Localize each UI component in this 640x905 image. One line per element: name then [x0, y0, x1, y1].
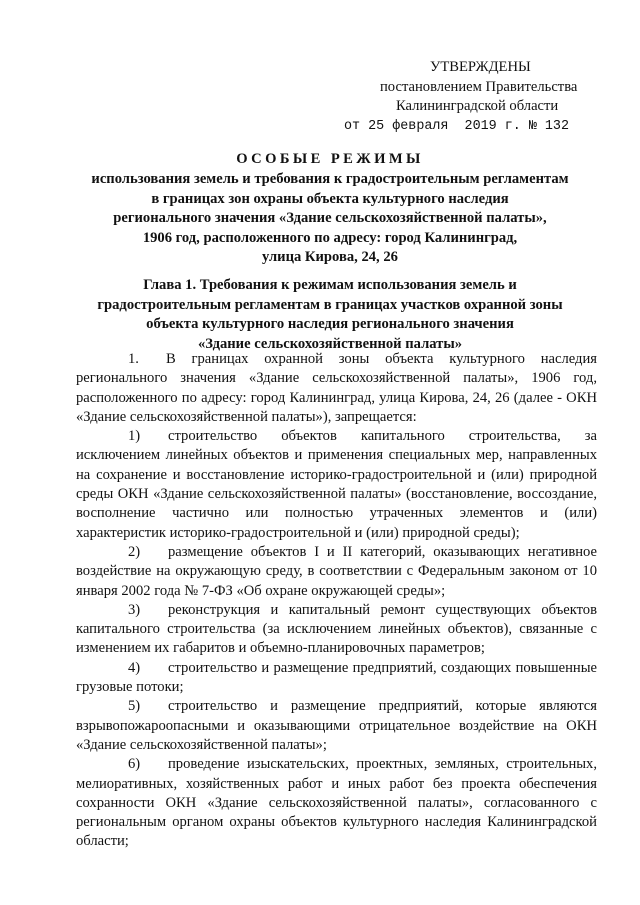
- chapter-heading: [60, 276, 600, 354]
- clause-1: [76, 350, 597, 427]
- item-text: проведение изыскательских, проектных, земляных, строительных, мелиоративных, хозяйственных работ и иных работ без проекта обеспечения сохранности ОКН «Здание сельскохозяйственной палаты», согласованного с региональным органом охраны объектов культурного наследия Калининградской области;: [76, 756, 597, 850]
- list-item: [76, 755, 597, 851]
- chapter-line: «Здание сельскохозяйственной палаты»: [197, 335, 463, 352]
- item-number: 3): [128, 601, 141, 618]
- item-number: 2): [128, 543, 141, 560]
- subtitle-line: регионального значения «Здание сельскохозяйственной палаты»,: [113, 210, 547, 227]
- approval-title: УТВЕРЖДЕНЫ: [430, 59, 531, 75]
- chapter-line: градостроительным регламентам в границах участков охранной зоны: [97, 296, 563, 313]
- subtitle-line: 1906 год, расположенного по адресу: город Калининград,: [142, 229, 518, 246]
- item-text: строительство объектов капитального строительства, за исключением линейных объектов и применения специальных мер, направленных на сохранение и восстановление историко-градостроительной и (или) природной среды ОКН «Здание сельскохозяйственной палаты» (восстановление, воссоздание, восполнение частично или полностью утраченных элементов и (или) характеристик историко-градостроительной и (или) природной среды);: [76, 428, 597, 541]
- list-item: [76, 427, 597, 543]
- item-text: строительство и размещение предприятий, которые являются взрывопожароопасными и оказывающими отрицательное воздействие на ОКН «Здание сельскохозяйственной палаты»;: [76, 698, 597, 753]
- list-item: [76, 697, 597, 755]
- document-title: ОСОБЫЕ РЕЖИМЫ: [236, 151, 424, 167]
- item-text: строительство и размещение предприятий, создающих повышенные грузовые потоки;: [76, 659, 597, 696]
- approval-date: от 25 февраля 2019 г. № 132: [344, 118, 569, 134]
- list-item: [76, 601, 597, 659]
- approval-block: [330, 58, 590, 136]
- document-body: [76, 350, 597, 852]
- approval-region: Калининградской области: [396, 98, 559, 114]
- item-number: 1): [128, 428, 141, 445]
- list-item: [76, 659, 597, 698]
- chapter-line: объекта культурного наследия регионального значения: [146, 316, 514, 333]
- subtitle-line: использования земель и требования к градостроительным регламентам: [91, 171, 569, 187]
- item-text: реконструкция и капитальный ремонт существующих объектов капитального строительства (за исключением линейных объектов), связанные с изменением их габаритов и объемно-планировочных параметров;: [76, 601, 597, 657]
- item-number: 4): [128, 659, 141, 676]
- chapter-line: Глава 1. Требования к режимам использования земель и: [143, 277, 517, 293]
- clause-number: 1.: [128, 351, 139, 367]
- subtitle-line: в границах зон охраны объекта культурного наследия: [151, 190, 509, 207]
- item-text: размещение объектов I и II категорий, оказывающих негативное воздействие на окружающую среду, в соответствии с Федеральным законом от 10 января 2002 года № 7-ФЗ «Об охране окружающей среды»;: [76, 543, 597, 599]
- item-number: 5): [128, 698, 141, 715]
- list-item: [76, 543, 597, 601]
- document-subtitle: [60, 170, 600, 268]
- clause-text: В границах охранной зоны объекта культурного наследия регионального значения «Здание сельскохозяйственной палаты», 1906 год, расположенного по адресу: город Калининград, улица Кирова, 24, 26 (далее - ОКН «Здание сельскохозяйственной палаты»), запрещается:: [76, 351, 597, 425]
- item-number: 6): [128, 756, 141, 773]
- subtitle-line: улица Кирова, 24, 26: [262, 249, 398, 266]
- approval-resolution: постановлением Правительства: [380, 78, 578, 95]
